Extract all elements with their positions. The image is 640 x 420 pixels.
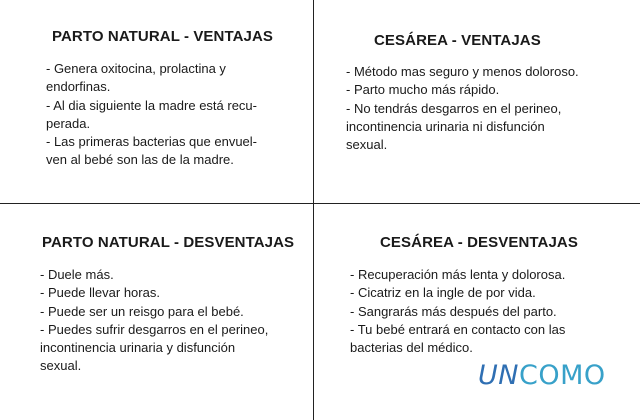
list-item: - Duele más. [40, 267, 114, 282]
list-item: - Tu bebé entrará en contacto con las [350, 321, 566, 337]
list-item: - No tendrás desgarros en el perineo, [346, 100, 562, 116]
panel-title: CESÁREA - VENTAJAS [374, 32, 541, 49]
list-item: - Parto mucho más rápido. [346, 82, 500, 98]
list-item: endorfinas. [46, 79, 111, 95]
parto-natural-ventajas-panel [46, 28, 296, 170]
cesarea-ventajas-panel [346, 32, 636, 154]
list-item: ven al bebé son las de la madre. [46, 152, 234, 168]
panel-list [350, 266, 630, 357]
list-item: - Sangrarás más después del parto. [350, 303, 557, 319]
panel-list [46, 60, 296, 170]
cesarea-desventajas-panel [350, 234, 630, 357]
parto-natural-desventajas-panel [40, 234, 310, 376]
logo-un: UN [478, 360, 519, 391]
list-item: bacterias del médico. [350, 340, 473, 356]
list-item: - Método mas seguro y menos doloroso. [346, 64, 579, 79]
list-item: - Puedes sufrir desgarros en el perineo, [40, 321, 269, 337]
list-item: - Genera oxitocina, prolactina y [46, 61, 226, 76]
list-item: incontinencia urinaria ni disfunción [346, 118, 545, 134]
panel-title: CESÁREA - DESVENTAJAS [380, 234, 578, 251]
list-item: - Las primeras bacterias que envuel- [46, 134, 257, 150]
list-item: - Puede llevar horas. [40, 285, 160, 301]
list-item: perada. [46, 115, 91, 131]
list-item: sexual. [40, 358, 82, 374]
list-item: incontinencia urinaria y disfunción [40, 340, 236, 356]
vertical-divider [313, 0, 314, 420]
list-item: - Cicatriz en la ingle de por vida. [350, 285, 536, 301]
panel-title: PARTO NATURAL - VENTAJAS [52, 28, 274, 45]
panel-title: PARTO NATURAL - DESVENTAJAS [42, 234, 295, 251]
panel-list [346, 63, 636, 154]
list-item: - Puede ser un reisgo para el bebé. [40, 303, 244, 319]
list-item: sexual. [346, 137, 388, 153]
horizontal-divider [0, 203, 640, 204]
logo-como: COMO [518, 360, 606, 391]
list-item: - Recuperación más lenta y dolorosa. [350, 267, 566, 282]
uncomo-logo [478, 360, 606, 391]
list-item: - Al dia siguiente la madre está recu- [46, 97, 257, 113]
panel-list [40, 266, 310, 376]
